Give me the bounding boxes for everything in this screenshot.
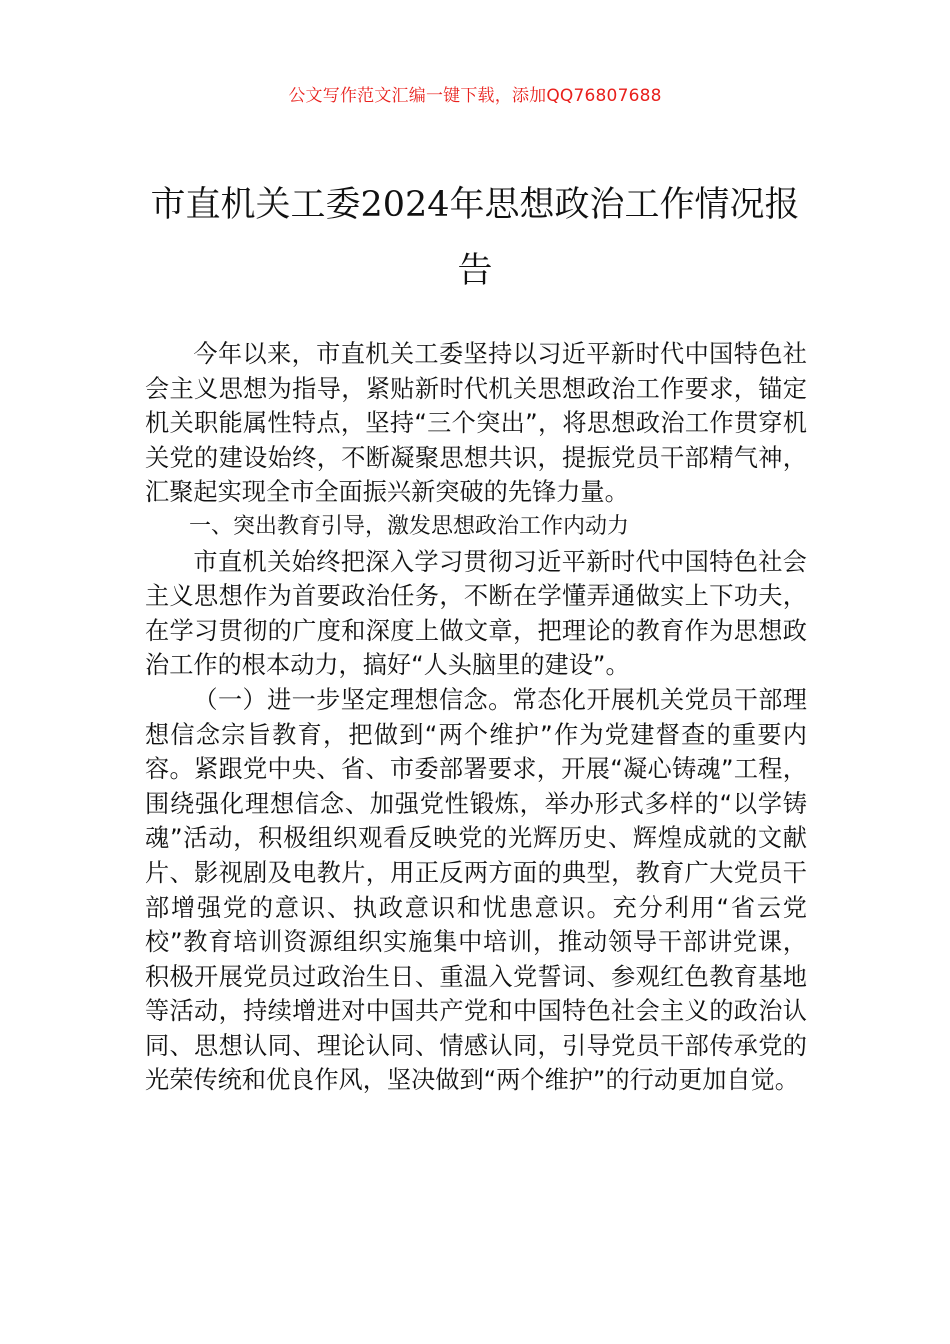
- section-paragraph: 市直机关始终把深入学习贯彻习近平新时代中国特色社会主义思想作为首要政治任务，不断在学懂弄通做实上下功夫，在学习贯彻的广度和深度上做文章，把理论的教育作为思想政治工作的根本动力，搞好“人头脑里的建设”。: [145, 547, 807, 680]
- subsection-paragraph: （一）进一步坚定理想信念。常态化开展机关党员干部理想信念宗旨教育，把做到“两个维护”作为党建督查的重要内容。紧跟党中央、省、市委部署要求，开展“凝心铸魂”工程，围绕强化理想信念、加强党性锻炼，举办形式多样的“以学铸魂”活动，积极组织观看反映党的光辉历史、辉煌成就的文献片、影视剧及电教片，用正反两方面的典型，教育广大党员干部增强党的意识、执政意识和忧患意识。充分利用“省云党校”教育培训资源组织实施集中培训，推动领导干部讲党课，积极开展党员过政治生日、重温入党誓词、参观红色教育基地等活动，持续增进对中国共产党和中国特色社会主义的政治认同、思想认同、理论认同、情感认同，引导党员干部传承党的光荣传统和优良作风，坚决做到“两个维护”的行动更加自觉。: [145, 685, 807, 1095]
- intro-paragraph: 今年以来，市直机关工委坚持以习近平新时代中国特色社会主义思想为指导，紧贴新时代机关思想政治工作要求，锚定机关职能属性特点，坚持“三个突出”，将思想政治工作贯穿机关党的建设始终，不断凝聚思想共识，提振党员干部精气神，汇聚起实现全市全面振兴新突破的先锋力量。: [145, 340, 807, 507]
- document-body: [145, 337, 807, 1098]
- section-heading: 一、突出教育引导，激发思想政治工作内动力: [189, 513, 630, 539]
- watermark-text: 公文写作范文汇编一键下载，添加QQ76807688: [288, 86, 662, 106]
- document-title: 市直机关工委2024年思想政治工作情况报告: [150, 185, 800, 291]
